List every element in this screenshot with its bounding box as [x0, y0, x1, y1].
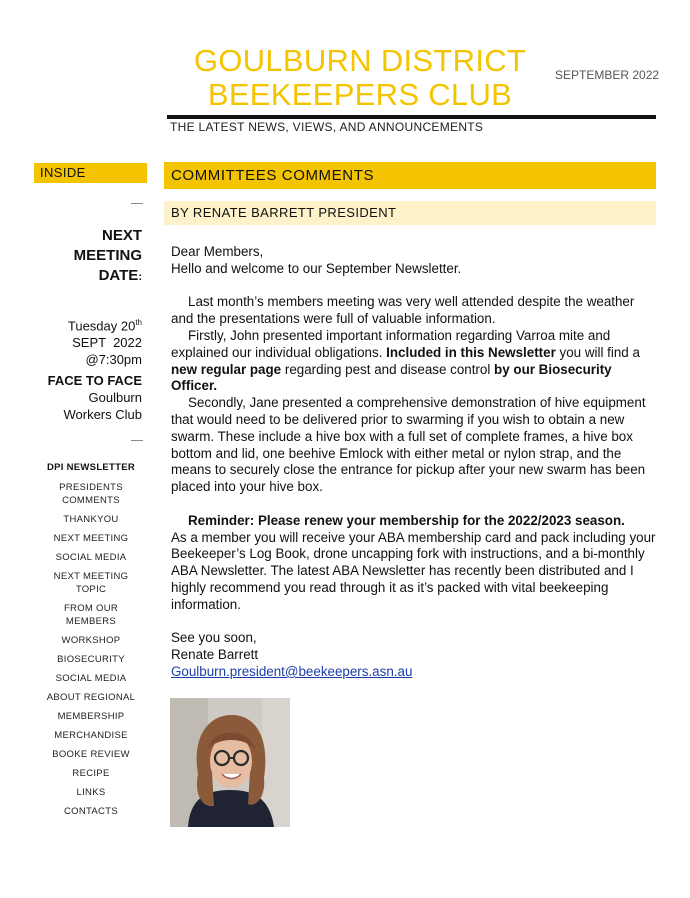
contents-list: [36, 481, 146, 824]
toc-item-social-media[interactable]: SOCIAL MEDIA: [55, 673, 127, 684]
next-meeting-date-word: DATE: [98, 267, 139, 284]
next-meeting-line1: NEXT: [101, 227, 142, 244]
next-meeting-line3: [40, 266, 142, 287]
toc-item-from-our-members[interactable]: FROM OUR MEMBERS: [63, 603, 119, 627]
meeting-day: [40, 314, 142, 334]
tagline: THE LATEST NEWS, VIEWS, AND ANNOUNCEMENTS: [170, 120, 484, 134]
paragraph-meeting-recap: Last month’s members meeting was very well attended despite the weather and the presentations were full of valuable information.: [171, 294, 635, 327]
toc-item-workshop[interactable]: WORKSHOP: [61, 635, 121, 646]
club-title-line1: GOULBURN DISTRICT: [193, 43, 527, 78]
next-meeting-heading: [40, 226, 142, 287]
toc-item-social-media[interactable]: SOCIAL MEDIA: [55, 552, 127, 563]
meeting-month: SEPT 2022: [72, 335, 142, 351]
varroa-text-e: regarding pest and disease control: [281, 361, 495, 377]
toc-item-merchandise[interactable]: MERCHANDISE: [54, 730, 128, 741]
paragraph-spacer: [171, 496, 656, 513]
paragraph-membership-pack: As a member you will receive your ABA membership card and pack including your Beekeeper’s Log Book, drone uncapping fork with instructions, and a bi-monthly ABA Newsletter. The latest ABA Newsletter has recently been distributed and I highly recommend you read through it as it’s packed with vital beekeeping information.: [171, 529, 656, 612]
club-title: [170, 44, 550, 112]
paragraph-spacer: [171, 278, 656, 295]
meeting-day-suffix: th: [135, 318, 142, 327]
paragraph-hive-equipment: Secondly, Jane presented a comprehensive demonstration of hive equipment that would need to be delivered prior to swarming if you wish to obtain a new swarm. These include a hive box with a full set of complete frames, a hive box bottom and lid, one beehive Emlock with either metal or nylon strap, and the means to securely close the entrance for pickup after your new swarm has been placed into your hive box.: [171, 395, 646, 495]
varroa-text-c: you will find a: [555, 344, 640, 360]
toc-item-next-meeting[interactable]: NEXT MEETING: [53, 533, 129, 544]
toc-item-biosecurity[interactable]: BIOSECURITY: [57, 654, 125, 665]
toc-item-presidents-comments[interactable]: PRESIDENTS COMMENTS: [59, 482, 123, 506]
signature-name: Renate Barrett: [171, 647, 259, 663]
next-meeting-colon: :: [138, 271, 142, 283]
meeting-day-text: Tuesday 20: [67, 318, 136, 334]
sidebar-divider: [131, 203, 143, 204]
meeting-format: FACE TO FACE: [47, 373, 142, 388]
varroa-text-d: new regular page: [171, 361, 282, 377]
inside-heading: INSIDE: [34, 163, 147, 183]
email-row: [171, 664, 656, 681]
membership-reminder-text: Reminder: Please renew your membership for the 2022/2023 season.: [188, 512, 625, 528]
venue-line1: Goulburn: [88, 390, 142, 405]
toc-item-contacts[interactable]: CONTACTS: [64, 806, 118, 817]
president-letter: [171, 244, 656, 681]
masthead-rule: [167, 115, 656, 119]
intro-paragraph: Hello and welcome to our September Newsletter.: [171, 260, 462, 276]
president-email-link[interactable]: Goulburn.president@beekeepers.asn.au: [171, 663, 413, 679]
greeting: Dear Members,: [171, 244, 264, 259]
issue-date: SEPTEMBER 2022: [555, 68, 660, 82]
paragraph-varroa: [171, 328, 656, 395]
toc-item-thankyou[interactable]: THANKYOU: [63, 514, 119, 525]
dpi-newsletter-link[interactable]: DPI NEWSLETTER: [46, 462, 136, 473]
president-photo: [170, 698, 290, 827]
toc-item-links[interactable]: LINKS: [76, 787, 106, 798]
sidebar-divider: [131, 440, 143, 441]
next-meeting-line2: MEETING: [73, 247, 142, 264]
portrait-illustration: [170, 698, 290, 827]
membership-reminder: [171, 513, 656, 530]
toc-item-book-review[interactable]: BOOKE REVIEW: [52, 749, 130, 760]
toc-item-about-regional[interactable]: ABOUT REGIONAL: [46, 692, 136, 703]
paragraph-spacer: [171, 614, 656, 631]
venue-line2: Workers Club: [63, 407, 142, 422]
signoff: See you soon,: [171, 630, 257, 646]
toc-item-next-meeting-topic[interactable]: NEXT MEETING TOPIC: [53, 571, 129, 595]
toc-item-recipe[interactable]: RECIPE: [72, 768, 110, 779]
varroa-text-b: Included in this Newsletter: [386, 344, 556, 360]
varroa-text-f: by our Biosecurity Officer.: [171, 361, 612, 394]
meeting-venue: [40, 389, 142, 423]
byline: BY RENATE BARRETT PRESIDENT: [164, 201, 656, 225]
toc-item-membership[interactable]: MEMBERSHIP: [57, 711, 125, 722]
section-title: COMMITTEES COMMENTS: [164, 162, 656, 189]
varroa-text-a: Firstly, John presented important information regarding Varroa mite and explained our individual obligations.: [171, 327, 611, 360]
meeting-time: @7:30pm: [85, 352, 142, 368]
meeting-info: [40, 314, 142, 368]
club-title-line2: BEEKEEPERS CLUB: [207, 77, 513, 112]
